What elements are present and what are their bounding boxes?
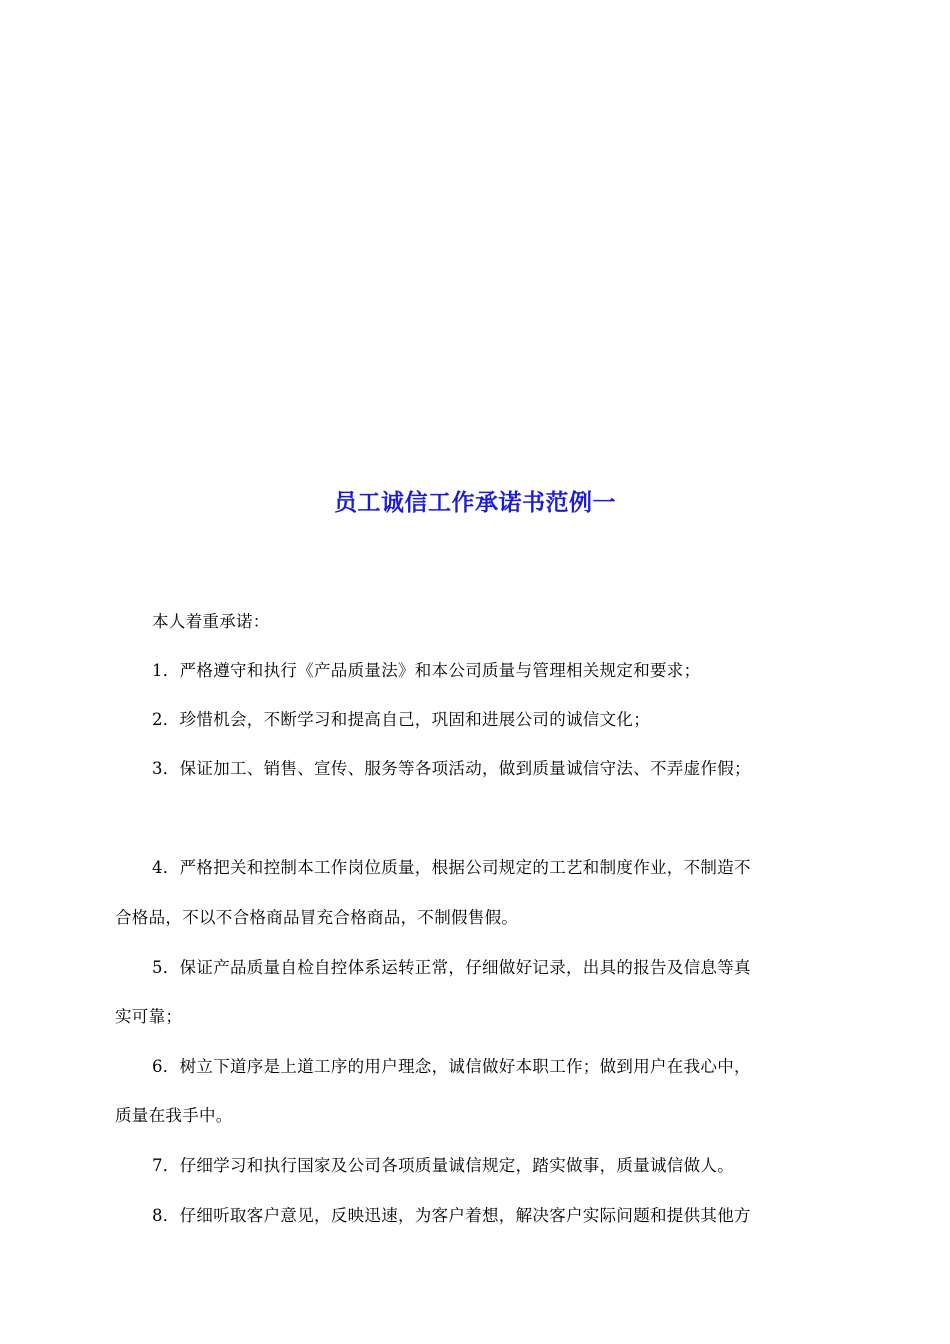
item-5-line-1: 5．保证产品质量自检自控体系运转正常，仔细做好记录，出具的报告及信息等真: [152, 958, 751, 977]
intro-text: 本人着重承诺：: [152, 612, 270, 631]
item-4-line-1: 4．严格把关和控制本工作岗位质量，根据公司规定的工艺和制度作业，不制造不: [152, 858, 751, 877]
item-7-line-1: 7．仔细学习和执行国家及公司各项质量诚信规定，踏实做事，质量诚信做人。: [152, 1156, 734, 1175]
item-5-line-2: 实可靠；: [115, 1007, 183, 1026]
item-8-line-1: 8．仔细听取客户意见，反映迅速，为客户着想，解决客户实际问题和提供其他方: [152, 1206, 751, 1225]
item-6-line-1: 6．树立下道序是上道工序的用户理念，诚信做好本职工作；做到用户在我心中，: [152, 1057, 751, 1076]
item-2-line-1: 2．珍惜机会，不断学习和提高自己，巩固和进展公司的诚信文化；: [152, 710, 650, 729]
item-4-line-2: 合格品，不以不合格商品冒充合格商品，不制假售假。: [115, 908, 519, 927]
item-1-line-1: 1．严格遵守和执行《产品质量法》和本公司质量与管理相关规定和要求；: [152, 661, 701, 680]
item-3-line-1: 3．保证加工、销售、宣传、服务等各项活动，做到质量诚信守法、不弄虚作假；: [152, 759, 751, 778]
document-title: 员工诚信工作承诺书范例一: [334, 490, 616, 516]
item-6-line-2: 质量在我手中。: [115, 1106, 233, 1125]
